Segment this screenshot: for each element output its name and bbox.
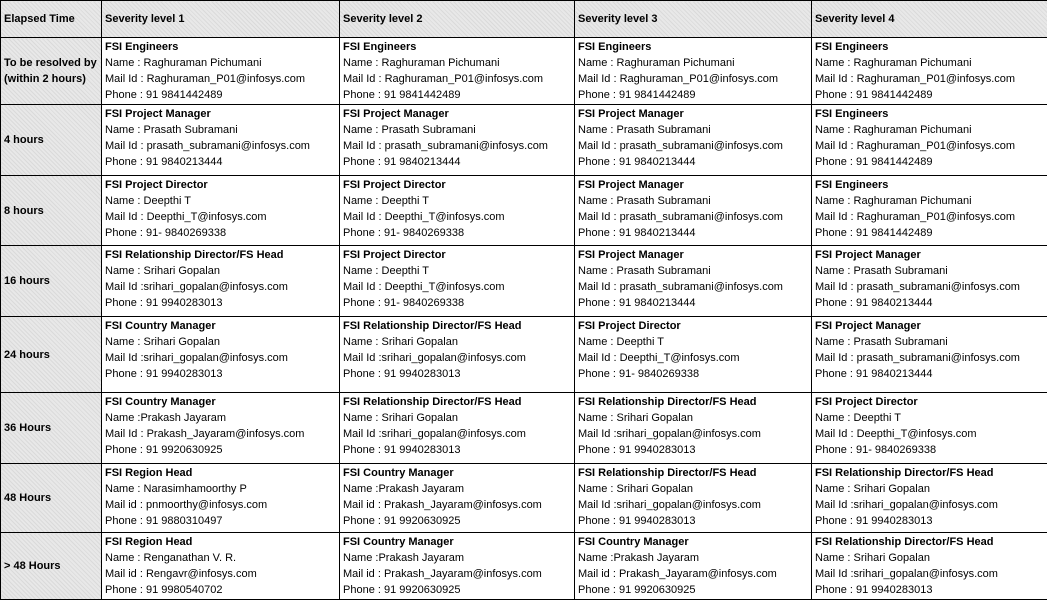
- table-row: [1, 317, 1047, 393]
- contact-role: FSI Project Director: [578, 320, 681, 332]
- contact-role: FSI Project Director: [343, 249, 446, 261]
- elapsed-time-cell: 48 Hours: [1, 464, 102, 533]
- elapsed-time-cell: 36 Hours: [1, 393, 102, 464]
- contact-mail: Mail Id : Raghuraman_P01@infosys.com: [815, 73, 1016, 85]
- contact-name: Name : Deepthi T: [578, 336, 665, 348]
- contact-cell-severity-4: [812, 533, 1047, 600]
- header-elapsed-time: Elapsed Time: [1, 1, 102, 38]
- contact-role: FSI Project Manager: [578, 179, 684, 191]
- contact-phone: Phone : 91 9841442489: [815, 227, 933, 239]
- contact-cell-severity-2: [340, 38, 575, 105]
- contact-cell-severity-2: [340, 393, 575, 464]
- contact-name: Name : Raghuraman Pichumani: [343, 57, 500, 69]
- contact-cell-severity-3: [575, 533, 812, 600]
- contact-phone: Phone : 91 9940283013: [578, 444, 696, 456]
- contact-name: Name : Srihari Gopalan: [578, 412, 693, 424]
- contact-phone: Phone : 91 9880310497: [105, 515, 223, 527]
- contact-cell-severity-4: [812, 105, 1047, 176]
- contact-mail: Mail Id : Deepthi_T@infosys.com: [343, 281, 505, 293]
- contact-cell-severity-1: [102, 533, 340, 600]
- contact-cell-severity-3: [575, 464, 812, 533]
- contact-cell-severity-3: [575, 317, 812, 393]
- contact-mail: Mail Id : Deepthi_T@infosys.com: [578, 352, 740, 364]
- header-severity-level-3: Severity level 3: [575, 1, 812, 38]
- contact-phone: Phone : 91 9920630925: [578, 584, 696, 596]
- contact-name: Name : Prasath Subramani: [578, 124, 711, 136]
- elapsed-time-cell: > 48 Hours: [1, 533, 102, 600]
- table-row: [1, 393, 1047, 464]
- contact-role: FSI Engineers: [815, 41, 889, 53]
- contact-phone: Phone : 91 9840213444: [815, 368, 933, 380]
- contact-phone: Phone : 91 9920630925: [343, 515, 461, 527]
- contact-name: Name : Narasimhamoorthy P: [105, 483, 247, 495]
- contact-cell-severity-4: [812, 464, 1047, 533]
- contact-cell-severity-2: [340, 246, 575, 317]
- contact-cell-severity-4: [812, 317, 1047, 393]
- contact-name: Name :Prakash Jayaram: [343, 483, 465, 495]
- contact-phone: Phone : 91 9940283013: [105, 297, 223, 309]
- contact-name: Name : Prasath Subramani: [105, 124, 238, 136]
- contact-mail: Mail Id : prasath_subramani@infosys.com: [105, 140, 310, 152]
- contact-name: Name : Srihari Gopalan: [578, 483, 693, 495]
- contact-mail: Mail Id :srihari_gopalan@infosys.com: [343, 352, 526, 364]
- contact-mail: Mail Id : Deepthi_T@infosys.com: [343, 211, 505, 223]
- contact-mail: Mail id : Prakash_Jayaram@infosys.com: [578, 568, 777, 580]
- contact-name: Name : Srihari Gopalan: [815, 483, 930, 495]
- contact-phone: Phone : 91 9841442489: [105, 89, 223, 101]
- contact-phone: Phone : 91 9841442489: [815, 89, 933, 101]
- table-row: [1, 176, 1047, 246]
- contact-mail: Mail Id :srihari_gopalan@infosys.com: [578, 499, 761, 511]
- elapsed-time-cell: 8 hours: [1, 176, 102, 246]
- contact-name: Name : Raghuraman Pichumani: [105, 57, 262, 69]
- table-row: [1, 105, 1047, 176]
- contact-role: FSI Project Manager: [578, 108, 684, 120]
- contact-phone: Phone : 91- 9840269338: [578, 368, 700, 380]
- contact-cell-severity-1: [102, 246, 340, 317]
- contact-role: FSI Project Manager: [815, 320, 921, 332]
- contact-name: Name : Raghuraman Pichumani: [578, 57, 735, 69]
- contact-mail: Mail Id : prasath_subramani@infosys.com: [815, 281, 1020, 293]
- contact-role: FSI Engineers: [578, 41, 652, 53]
- contact-role: FSI Relationship Director/FS Head: [343, 396, 522, 408]
- contact-name: Name : Prasath Subramani: [815, 336, 948, 348]
- contact-phone: Phone : 91 9840213444: [578, 156, 696, 168]
- contact-cell-severity-1: [102, 317, 340, 393]
- elapsed-time-cell: 24 hours: [1, 317, 102, 393]
- contact-mail: Mail id : Prakash_Jayaram@infosys.com: [343, 499, 542, 511]
- contact-role: FSI Country Manager: [105, 396, 216, 408]
- contact-phone: Phone : 91 9840213444: [815, 297, 933, 309]
- contact-mail: Mail Id : Prakash_Jayaram@infosys.com: [105, 428, 305, 440]
- table-row: [1, 464, 1047, 533]
- contact-phone: Phone : 91 9940283013: [815, 515, 933, 527]
- contact-cell-severity-4: [812, 393, 1047, 464]
- table-row: [1, 246, 1047, 317]
- contact-role: FSI Relationship Director/FS Head: [578, 396, 757, 408]
- contact-name: Name :Prakash Jayaram: [578, 552, 700, 564]
- elapsed-time-cell: 16 hours: [1, 246, 102, 317]
- contact-phone: Phone : 91 9840213444: [343, 156, 461, 168]
- contact-cell-severity-2: [340, 317, 575, 393]
- contact-phone: Phone : 91- 9840269338: [343, 297, 465, 309]
- contact-name: Name : Srihari Gopalan: [343, 412, 458, 424]
- contact-cell-severity-3: [575, 246, 812, 317]
- contact-cell-severity-3: [575, 105, 812, 176]
- contact-mail: Mail Id :srihari_gopalan@infosys.com: [343, 428, 526, 440]
- contact-mail: Mail Id : Raghuraman_P01@infosys.com: [815, 140, 1016, 152]
- contact-cell-severity-3: [575, 38, 812, 105]
- contact-role: FSI Relationship Director/FS Head: [578, 467, 757, 479]
- contact-mail: Mail Id : Raghuraman_P01@infosys.com: [105, 73, 306, 85]
- contact-mail: Mail Id : Raghuraman_P01@infosys.com: [343, 73, 544, 85]
- contact-role: FSI Relationship Director/FS Head: [343, 320, 522, 332]
- contact-name: Name : Raghuraman Pichumani: [815, 57, 972, 69]
- contact-name: Name : Deepthi T: [343, 265, 430, 277]
- contact-phone: Phone : 91 9940283013: [343, 368, 461, 380]
- contact-name: Name : Srihari Gopalan: [105, 336, 220, 348]
- contact-cell-severity-1: [102, 393, 340, 464]
- contact-name: Name : Deepthi T: [815, 412, 902, 424]
- contact-role: FSI Project Director: [343, 179, 446, 191]
- contact-name: Name : Srihari Gopalan: [815, 552, 930, 564]
- contact-phone: Phone : 91 9940283013: [578, 515, 696, 527]
- contact-mail: Mail Id : prasath_subramani@infosys.com: [578, 211, 783, 223]
- contact-phone: Phone : 91 9940283013: [815, 584, 933, 596]
- contact-role: FSI Engineers: [815, 108, 889, 120]
- contact-cell-severity-4: [812, 246, 1047, 317]
- elapsed-time-cell: 4 hours: [1, 105, 102, 176]
- contact-role: FSI Project Manager: [343, 108, 449, 120]
- contact-phone: Phone : 91 9940283013: [105, 368, 223, 380]
- contact-mail: Mail Id : prasath_subramani@infosys.com: [578, 140, 783, 152]
- contact-cell-severity-2: [340, 176, 575, 246]
- contact-cell-severity-3: [575, 393, 812, 464]
- contact-mail: Mail Id : Raghuraman_P01@infosys.com: [578, 73, 779, 85]
- contact-cell-severity-2: [340, 533, 575, 600]
- contact-name: Name : Deepthi T: [105, 195, 192, 207]
- contact-name: Name :Prakash Jayaram: [105, 412, 227, 424]
- contact-cell-severity-1: [102, 464, 340, 533]
- contact-role: FSI Engineers: [343, 41, 417, 53]
- contact-role: FSI Project Manager: [105, 108, 211, 120]
- contact-name: Name : Prasath Subramani: [578, 195, 711, 207]
- contact-phone: Phone : 91 9840213444: [578, 227, 696, 239]
- header-severity-level-4: Severity level 4: [812, 1, 1047, 38]
- contact-phone: Phone : 91- 9840269338: [343, 227, 465, 239]
- contact-mail: Mail Id :srihari_gopalan@infosys.com: [815, 568, 998, 580]
- contact-mail: Mail Id : Raghuraman_P01@infosys.com: [815, 211, 1016, 223]
- contact-role: FSI Relationship Director/FS Head: [815, 467, 994, 479]
- contact-cell-severity-3: [575, 176, 812, 246]
- contact-phone: Phone : 91 9841442489: [343, 89, 461, 101]
- contact-cell-severity-4: [812, 38, 1047, 105]
- header-row: [1, 1, 1047, 38]
- contact-mail: Mail Id :srihari_gopalan@infosys.com: [815, 499, 998, 511]
- contact-role: FSI Relationship Director/FS Head: [105, 249, 284, 261]
- contact-name: Name : Srihari Gopalan: [343, 336, 458, 348]
- contact-role: FSI Country Manager: [343, 467, 454, 479]
- contact-phone: Phone : 91 9980540702: [105, 584, 223, 596]
- header-severity-level-1: Severity level 1: [102, 1, 340, 38]
- contact-name: Name : Prasath Subramani: [815, 265, 948, 277]
- contact-phone: Phone : 91 9840213444: [105, 156, 223, 168]
- contact-cell-severity-1: [102, 105, 340, 176]
- contact-phone: Phone : 91 9840213444: [578, 297, 696, 309]
- contact-mail: Mail Id : Deepthi_T@infosys.com: [815, 428, 977, 440]
- contact-name: Name : Renganathan V. R.: [105, 552, 237, 564]
- contact-role: FSI Project Director: [815, 396, 918, 408]
- contact-role: FSI Country Manager: [105, 320, 216, 332]
- contact-mail: Mail id : Prakash_Jayaram@infosys.com: [343, 568, 542, 580]
- contact-cell-severity-4: [812, 176, 1047, 246]
- contact-phone: Phone : 91 9940283013: [343, 444, 461, 456]
- contact-phone: Phone : 91 9920630925: [105, 444, 223, 456]
- contact-phone: Phone : 91- 9840269338: [815, 444, 937, 456]
- contact-mail: Mail Id :srihari_gopalan@infosys.com: [105, 352, 288, 364]
- contact-mail: Mail id : pnmoorthy@infosys.com: [105, 499, 268, 511]
- table-row: [1, 533, 1047, 600]
- contact-phone: Phone : 91- 9840269338: [105, 227, 227, 239]
- contact-mail: Mail Id :srihari_gopalan@infosys.com: [105, 281, 288, 293]
- contact-name: Name : Srihari Gopalan: [105, 265, 220, 277]
- contact-cell-severity-2: [340, 464, 575, 533]
- contact-name: Name : Deepthi T: [343, 195, 430, 207]
- matrix-body: [1, 38, 1047, 600]
- contact-role: FSI Relationship Director/FS Head: [815, 536, 994, 548]
- contact-name: Name : Prasath Subramani: [578, 265, 711, 277]
- table-row: [1, 38, 1047, 105]
- contact-mail: Mail Id : prasath_subramani@infosys.com: [815, 352, 1020, 364]
- contact-role: FSI Project Director: [105, 179, 208, 191]
- contact-phone: Phone : 91 9920630925: [343, 584, 461, 596]
- contact-cell-severity-1: [102, 176, 340, 246]
- contact-role: FSI Region Head: [105, 536, 193, 548]
- contact-cell-severity-1: [102, 38, 340, 105]
- elapsed-time-cell: To be resolved by (within 2 hours): [1, 38, 102, 105]
- contact-role: FSI Country Manager: [343, 536, 454, 548]
- contact-cell-severity-2: [340, 105, 575, 176]
- contact-role: FSI Project Manager: [578, 249, 684, 261]
- contact-role: FSI Project Manager: [815, 249, 921, 261]
- contact-phone: Phone : 91 9841442489: [578, 89, 696, 101]
- contact-name: Name : Prasath Subramani: [343, 124, 476, 136]
- contact-role: FSI Region Head: [105, 467, 193, 479]
- contact-mail: Mail Id :srihari_gopalan@infosys.com: [578, 428, 761, 440]
- contact-role: FSI Engineers: [815, 179, 889, 191]
- contact-name: Name : Raghuraman Pichumani: [815, 124, 972, 136]
- contact-mail: Mail id : Rengavr@infosys.com: [105, 568, 257, 580]
- contact-phone: Phone : 91 9841442489: [815, 156, 933, 168]
- contact-mail: Mail Id : prasath_subramani@infosys.com: [343, 140, 548, 152]
- contact-name: Name :Prakash Jayaram: [343, 552, 465, 564]
- contact-name: Name : Raghuraman Pichumani: [815, 195, 972, 207]
- header-severity-level-2: Severity level 2: [340, 1, 575, 38]
- contact-role: FSI Engineers: [105, 41, 179, 53]
- contact-mail: Mail Id : Deepthi_T@infosys.com: [105, 211, 267, 223]
- contact-role: FSI Country Manager: [578, 536, 689, 548]
- contact-mail: Mail Id : prasath_subramani@infosys.com: [578, 281, 783, 293]
